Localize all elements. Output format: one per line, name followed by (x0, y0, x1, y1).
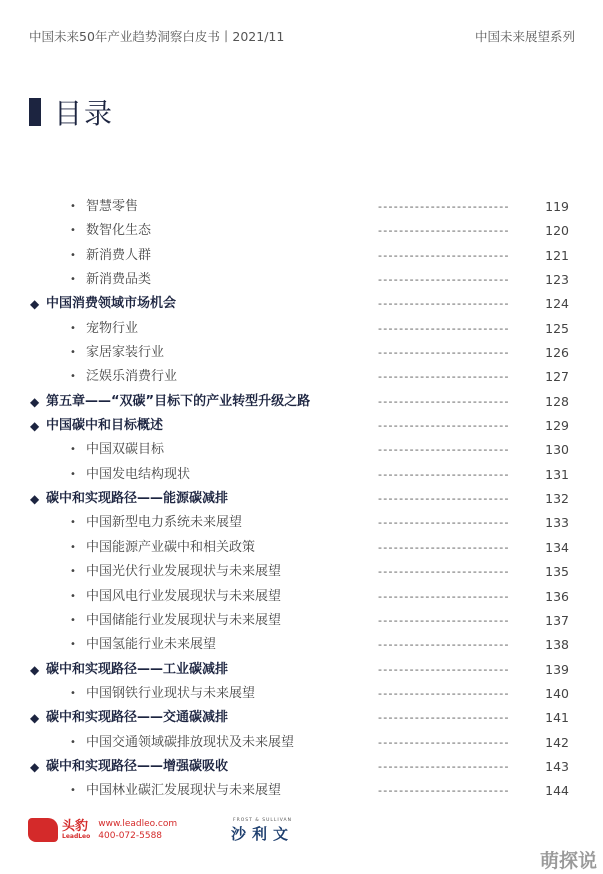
diamond-bullet-icon: ◆ (30, 394, 40, 409)
toc-entry[interactable] (0, 438, 603, 462)
frost-sullivan-logo (225, 818, 300, 844)
dot-bullet-icon: • (70, 639, 76, 651)
toc-entry[interactable] (0, 219, 603, 243)
toc-leader: ------------------------- (378, 540, 510, 554)
toc-page-number: 121 (545, 247, 569, 263)
toc-entry-title: 中国双碳目标 (86, 442, 165, 458)
toc-leader: ------------------------- (378, 735, 510, 749)
leadleo-logo (28, 818, 177, 842)
frost-small-text: FROST & SULLIVAN (233, 818, 292, 823)
dot-bullet-icon: • (70, 566, 76, 578)
toc-entry-title: 中国钢铁行业现状与未来展望 (86, 685, 256, 701)
title-accent-bar (29, 98, 41, 126)
diamond-bullet-icon: ◆ (30, 711, 40, 726)
toc-page-number: 139 (545, 661, 569, 677)
toc-page-number: 141 (545, 710, 569, 726)
toc-leader: ------------------------- (378, 346, 510, 360)
toc-leader: ------------------------- (378, 419, 510, 433)
toc-page-number: 123 (545, 272, 569, 288)
toc-entry[interactable] (0, 463, 603, 487)
toc-page-number: 126 (545, 345, 569, 361)
toc-entry[interactable] (0, 731, 603, 755)
toc-leader: ------------------------- (378, 492, 510, 506)
toc-entry-title: 宠物行业 (86, 320, 139, 336)
toc-entry[interactable] (0, 390, 603, 414)
toc-entry[interactable] (0, 779, 603, 803)
toc-entry[interactable] (0, 755, 603, 779)
toc-entry[interactable] (0, 658, 603, 682)
toc-leader: ------------------------- (378, 467, 510, 481)
toc-leader: ------------------------- (378, 248, 510, 262)
dot-bullet-icon: • (70, 590, 76, 602)
toc-leader: ------------------------- (378, 711, 510, 725)
dot-bullet-icon: • (70, 468, 76, 480)
toc-leader: ------------------------- (378, 759, 510, 773)
toc-entry-title: 中国交通领域碳排放现状及未来展望 (86, 734, 295, 750)
toc-page-number: 119 (545, 199, 569, 214)
toc-page-number: 120 (545, 223, 569, 239)
toc-page-number: 124 (545, 296, 569, 312)
toc-leader: ------------------------- (378, 589, 510, 603)
toc-leader: ------------------------- (378, 662, 510, 676)
toc-entry[interactable] (0, 341, 603, 365)
toc-entry-title: 碳中和实现路径——工业碳减排 (46, 661, 229, 677)
toc-page-number: 135 (545, 564, 569, 580)
toc-entry-title: 中国储能行业发展现状与未来展望 (86, 612, 282, 628)
toc-entry-title: 碳中和实现路径——增强碳吸收 (46, 758, 229, 774)
toc-entry-title: 智慧零售 (86, 199, 139, 214)
toc-entry-title: 中国光伏行业发展现状与未来展望 (86, 564, 282, 580)
toc-entry[interactable] (0, 487, 603, 511)
toc-entry-title: 中国能源产业碳中和相关政策 (86, 539, 256, 555)
toc-leader: ------------------------- (378, 273, 510, 287)
dot-bullet-icon: • (70, 517, 76, 529)
toc-page-number: 138 (545, 637, 569, 653)
toc-leader: ------------------------- (378, 297, 510, 311)
leadleo-sub: LeadLeo (62, 833, 91, 840)
toc-page-number: 144 (545, 783, 569, 799)
dot-bullet-icon: • (70, 687, 76, 699)
diamond-bullet-icon: ◆ (30, 492, 40, 507)
toc-page-number: 136 (545, 588, 569, 604)
toc-page-number: 137 (545, 612, 569, 628)
toc-entry[interactable] (0, 633, 603, 657)
toc-leader: ------------------------- (378, 784, 510, 798)
toc-entry-title: 中国发电结构现状 (86, 466, 191, 482)
toc-entry-title: 中国消费领域市场机会 (46, 296, 177, 312)
toc-entry[interactable] (0, 317, 603, 341)
toc-page-number: 143 (545, 758, 569, 774)
toc-leader: ------------------------- (378, 565, 510, 579)
toc-leader: ------------------------- (378, 394, 510, 408)
dot-bullet-icon: • (70, 541, 76, 553)
dot-bullet-icon: • (70, 225, 76, 237)
toc-entry-title: 中国氢能行业未来展望 (86, 637, 217, 653)
toc-leader: ------------------------- (378, 321, 510, 335)
toc-leader: ------------------------- (378, 370, 510, 384)
toc-page-number: 140 (545, 685, 569, 701)
dot-bullet-icon: • (70, 249, 76, 261)
toc-entry[interactable] (0, 292, 603, 316)
diamond-bullet-icon: ◆ (30, 759, 40, 774)
table-of-contents (0, 195, 603, 804)
toc-entry-title: 数智化生态 (86, 223, 152, 239)
toc-page-number: 133 (545, 515, 569, 531)
dot-bullet-icon: • (70, 347, 76, 359)
dot-bullet-icon: • (70, 201, 76, 212)
toc-entry[interactable] (0, 365, 603, 389)
frost-big-text: 沙利文 (230, 825, 294, 843)
toc-page-number: 142 (545, 734, 569, 750)
diamond-bullet-icon: ◆ (30, 419, 40, 434)
toc-leader: ------------------------- (378, 224, 510, 238)
toc-entry-title: 碳中和实现路径——能源碳减排 (46, 491, 229, 507)
toc-entry-title: 中国风电行业发展现状与未来展望 (86, 588, 282, 604)
page-title: 目录 (54, 97, 115, 130)
dot-bullet-icon: • (70, 614, 76, 626)
toc-page-number: 129 (545, 418, 569, 434)
dot-bullet-icon: • (70, 736, 76, 748)
toc-leader: ------------------------- (378, 686, 510, 700)
dot-bullet-icon: • (70, 322, 76, 334)
watermark: 萌探说 (539, 850, 597, 872)
toc-entry[interactable] (0, 244, 603, 268)
toc-entry[interactable] (0, 414, 603, 438)
toc-entry-title: 新消费人群 (86, 247, 152, 263)
toc-entry[interactable] (0, 536, 603, 560)
diamond-bullet-icon: ◆ (30, 662, 40, 677)
toc-leader: ------------------------- (378, 443, 510, 457)
toc-page-number: 130 (545, 442, 569, 458)
toc-leader: ------------------------- (378, 516, 510, 530)
header-series: 中国未来展望系列 (474, 29, 575, 44)
toc-entry-title: 第五章——“双碳”目标下的产业转型升级之路 (46, 393, 311, 409)
dot-bullet-icon: • (70, 274, 76, 286)
phone-number: 400-072-5588 (98, 831, 163, 841)
toc-entry[interactable] (0, 195, 603, 219)
dot-bullet-icon: • (70, 444, 76, 456)
toc-page-number: 127 (545, 369, 569, 385)
toc-entry[interactable] (0, 268, 603, 292)
toc-page-number: 128 (545, 393, 569, 409)
toc-entry-title: 中国林业碳汇发展现状与未来展望 (86, 783, 282, 799)
dot-bullet-icon: • (70, 785, 76, 797)
toc-entry[interactable] (0, 706, 603, 730)
toc-leader: ------------------------- (378, 200, 510, 213)
toc-entry-title: 碳中和实现路径——交通碳减排 (46, 710, 229, 726)
dot-bullet-icon: • (70, 371, 76, 383)
toc-entry[interactable] (0, 609, 603, 633)
toc-page-number: 131 (545, 466, 569, 482)
toc-entry-title: 中国新型电力系统未来展望 (86, 515, 243, 531)
diamond-bullet-icon: ◆ (30, 297, 40, 312)
toc-leader: ------------------------- (378, 638, 510, 652)
header-title: 中国未来50年产业趋势洞察白皮书丨2021/11 (29, 29, 285, 44)
toc-entry[interactable] (0, 585, 603, 609)
toc-entry-title: 新消费品类 (86, 272, 152, 288)
leadleo-icon (28, 818, 58, 842)
toc-entry[interactable] (0, 682, 603, 706)
toc-page-number: 132 (545, 491, 569, 507)
toc-page-number: 125 (545, 320, 569, 336)
toc-entry[interactable] (0, 511, 603, 535)
toc-entry[interactable] (0, 560, 603, 584)
leadleo-name: 头豹 (62, 819, 89, 834)
toc-entry-title: 中国碳中和目标概述 (46, 418, 164, 434)
website-link[interactable]: www.leadleo.com (98, 819, 178, 829)
toc-leader: ------------------------- (378, 613, 510, 627)
toc-entry-title: 家居家装行业 (86, 345, 165, 361)
toc-page-number: 134 (545, 539, 569, 555)
toc-entry-title: 泛娱乐消费行业 (86, 369, 178, 385)
